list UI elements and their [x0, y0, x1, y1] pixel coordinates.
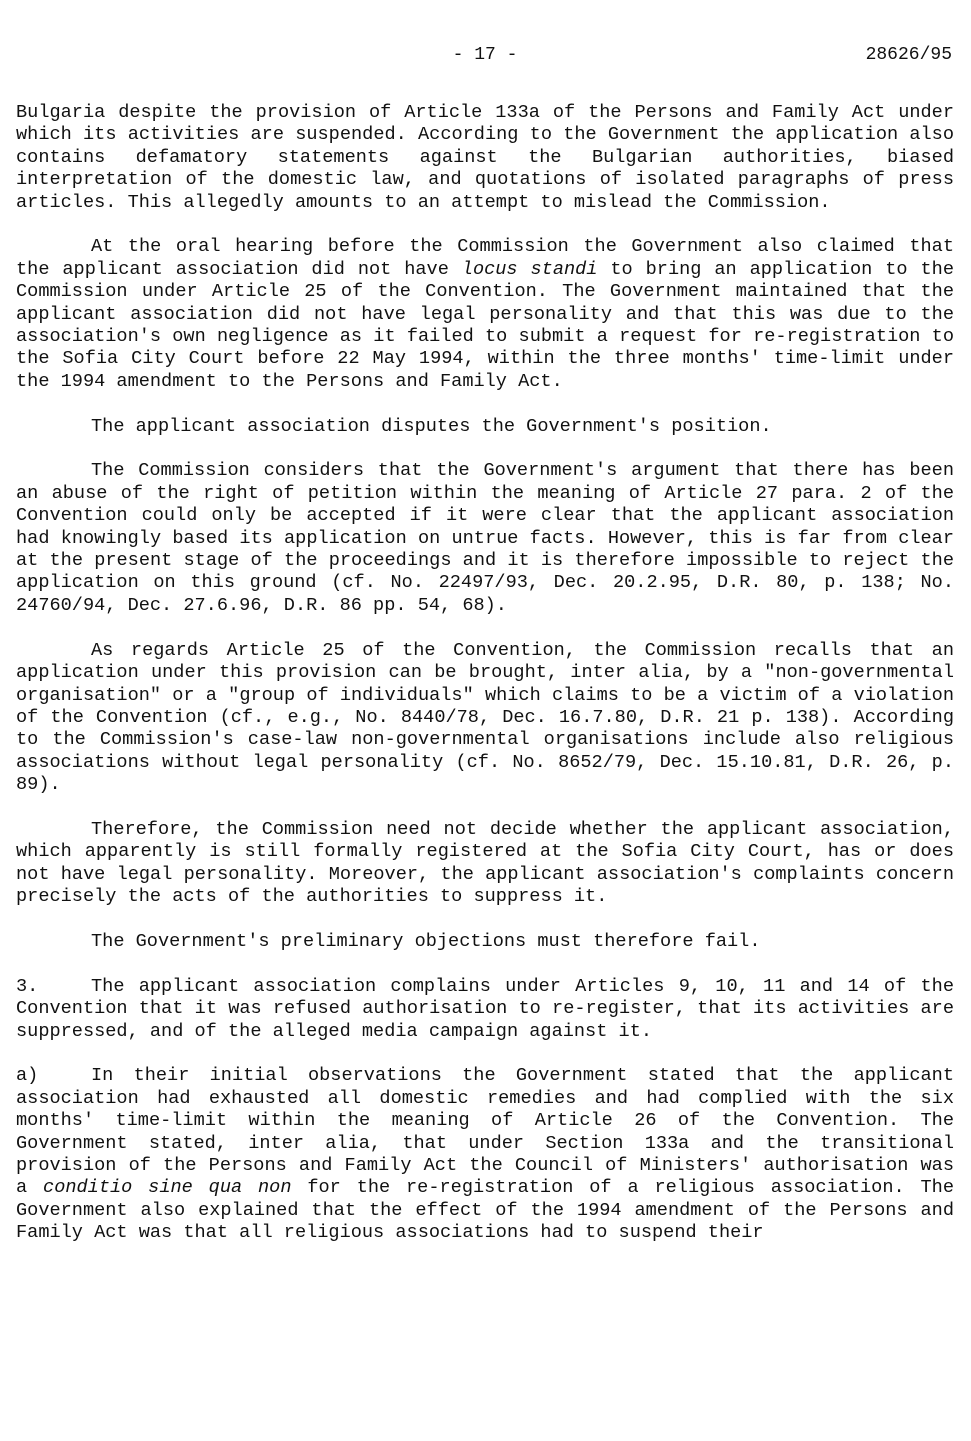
paragraph-continuation: Bulgaria despite the provision of Article 133a of the Persons and Family Act under which its activities are suspended. According to the Government the application also contains defamatory statements against the Bulgarian authorities, biased interpretation of the domestic law, and quotations of isolated paragraphs of press articles. This allegedly amounts to an attempt to mislead the Commission. — [16, 102, 954, 213]
case-reference: 28626/95 — [865, 45, 952, 65]
document-body — [16, 102, 954, 1245]
page-number: - 17 - — [452, 45, 518, 65]
paragraph-locus-standi — [16, 236, 954, 393]
italic-term: conditio sine qua non — [43, 1177, 292, 1199]
page-header — [16, 44, 954, 66]
paragraph-abuse-of-petition: The Commission considers that the Government's argument that there has been an abuse of the right of petition within the meaning of Article 27 para. 2 of the Convention could only be accepted if it were clear that the applicant association had knowingly based its application on untrue facts. However, this is far from clear at the present stage of the proceedings and it is therefore impossible to reject the application on this ground (cf. No. 22497/93, Dec. 20.2.95, D.R. 80, p. 138; No. 24760/94, Dec. 27.6.96, D.R. 86 pp. 54, 68). — [16, 460, 954, 616]
paragraph-dispute: The applicant association disputes the Government's position. — [91, 415, 772, 437]
document-page — [16, 44, 954, 1267]
paragraph-objections-fail: The Government's preliminary objections must therefore fail. — [91, 930, 761, 952]
italic-term: locus standi — [461, 258, 598, 280]
paragraph-article-25: As regards Article 25 of the Convention, the Commission recalls that an application under this provision can be brought, inter alia, by a "non-governmental organisation" or a "group of individuals" which claims to be a victim of a violation of the Convention (cf., e.g., No. 8440/78, Dec. 16.7.80, D.R. 21 p. 138). According to the Commission's case-law non-governmental organisations include also religious associations without legal personality (cf. No. 8652/79, Dec. 15.10.81, D.R. 26, p. 89). — [16, 639, 954, 796]
text-run: The applicant association complains under Articles 9, 10, 11 and 14 of the Convention that it was refused authorisation to re-register, that its activities are suppressed, and of the alleged media campaign against it. — [16, 975, 954, 1042]
paragraph-legal-personality: Therefore, the Commission need not decide whether the applicant association, which apparently is still formally registered at the Sofia City Court, has or does not have legal personality. Moreover, the applicant association's complaints concern precisely the acts of the authorities to suppress it. — [16, 818, 954, 908]
text-run: In their initial observations the Government stated that the applicant association had exhausted all domestic remedies and had complied with the six months' time-limit within the meaning of Article 26 of the Convention. The Government stated, inter alia, that under Section 133a and the transitional provision of the Persons and Family Act the Council of Ministers' authorisation was a — [16, 1065, 954, 1199]
text-run: for the re-registration of a religious association. The Government also explained that the effect of the 1994 amendment of the Persons and Family Act was that all religious associations had to suspend their — [16, 1177, 954, 1244]
subsection-label: a) — [16, 1065, 39, 1087]
paragraph-numbered-3 — [16, 976, 954, 1043]
paragraph-subsection-a — [16, 1065, 954, 1244]
text-run: At the oral hearing before the Commission the Government also claimed that the applicant association did not have — [16, 236, 954, 280]
text-run: to bring an application to the Commission under Article 25 of the Convention. The Government maintained that the applicant association did not have legal personality and that this was due to the association's own negligence as it failed to submit a request for re-registration to the Sofia City Court before 22 May 1994, within the three months' time-limit under the 1994 amendment to the Persons and Family Act. — [16, 258, 954, 392]
paragraph-number: 3. — [16, 975, 39, 997]
